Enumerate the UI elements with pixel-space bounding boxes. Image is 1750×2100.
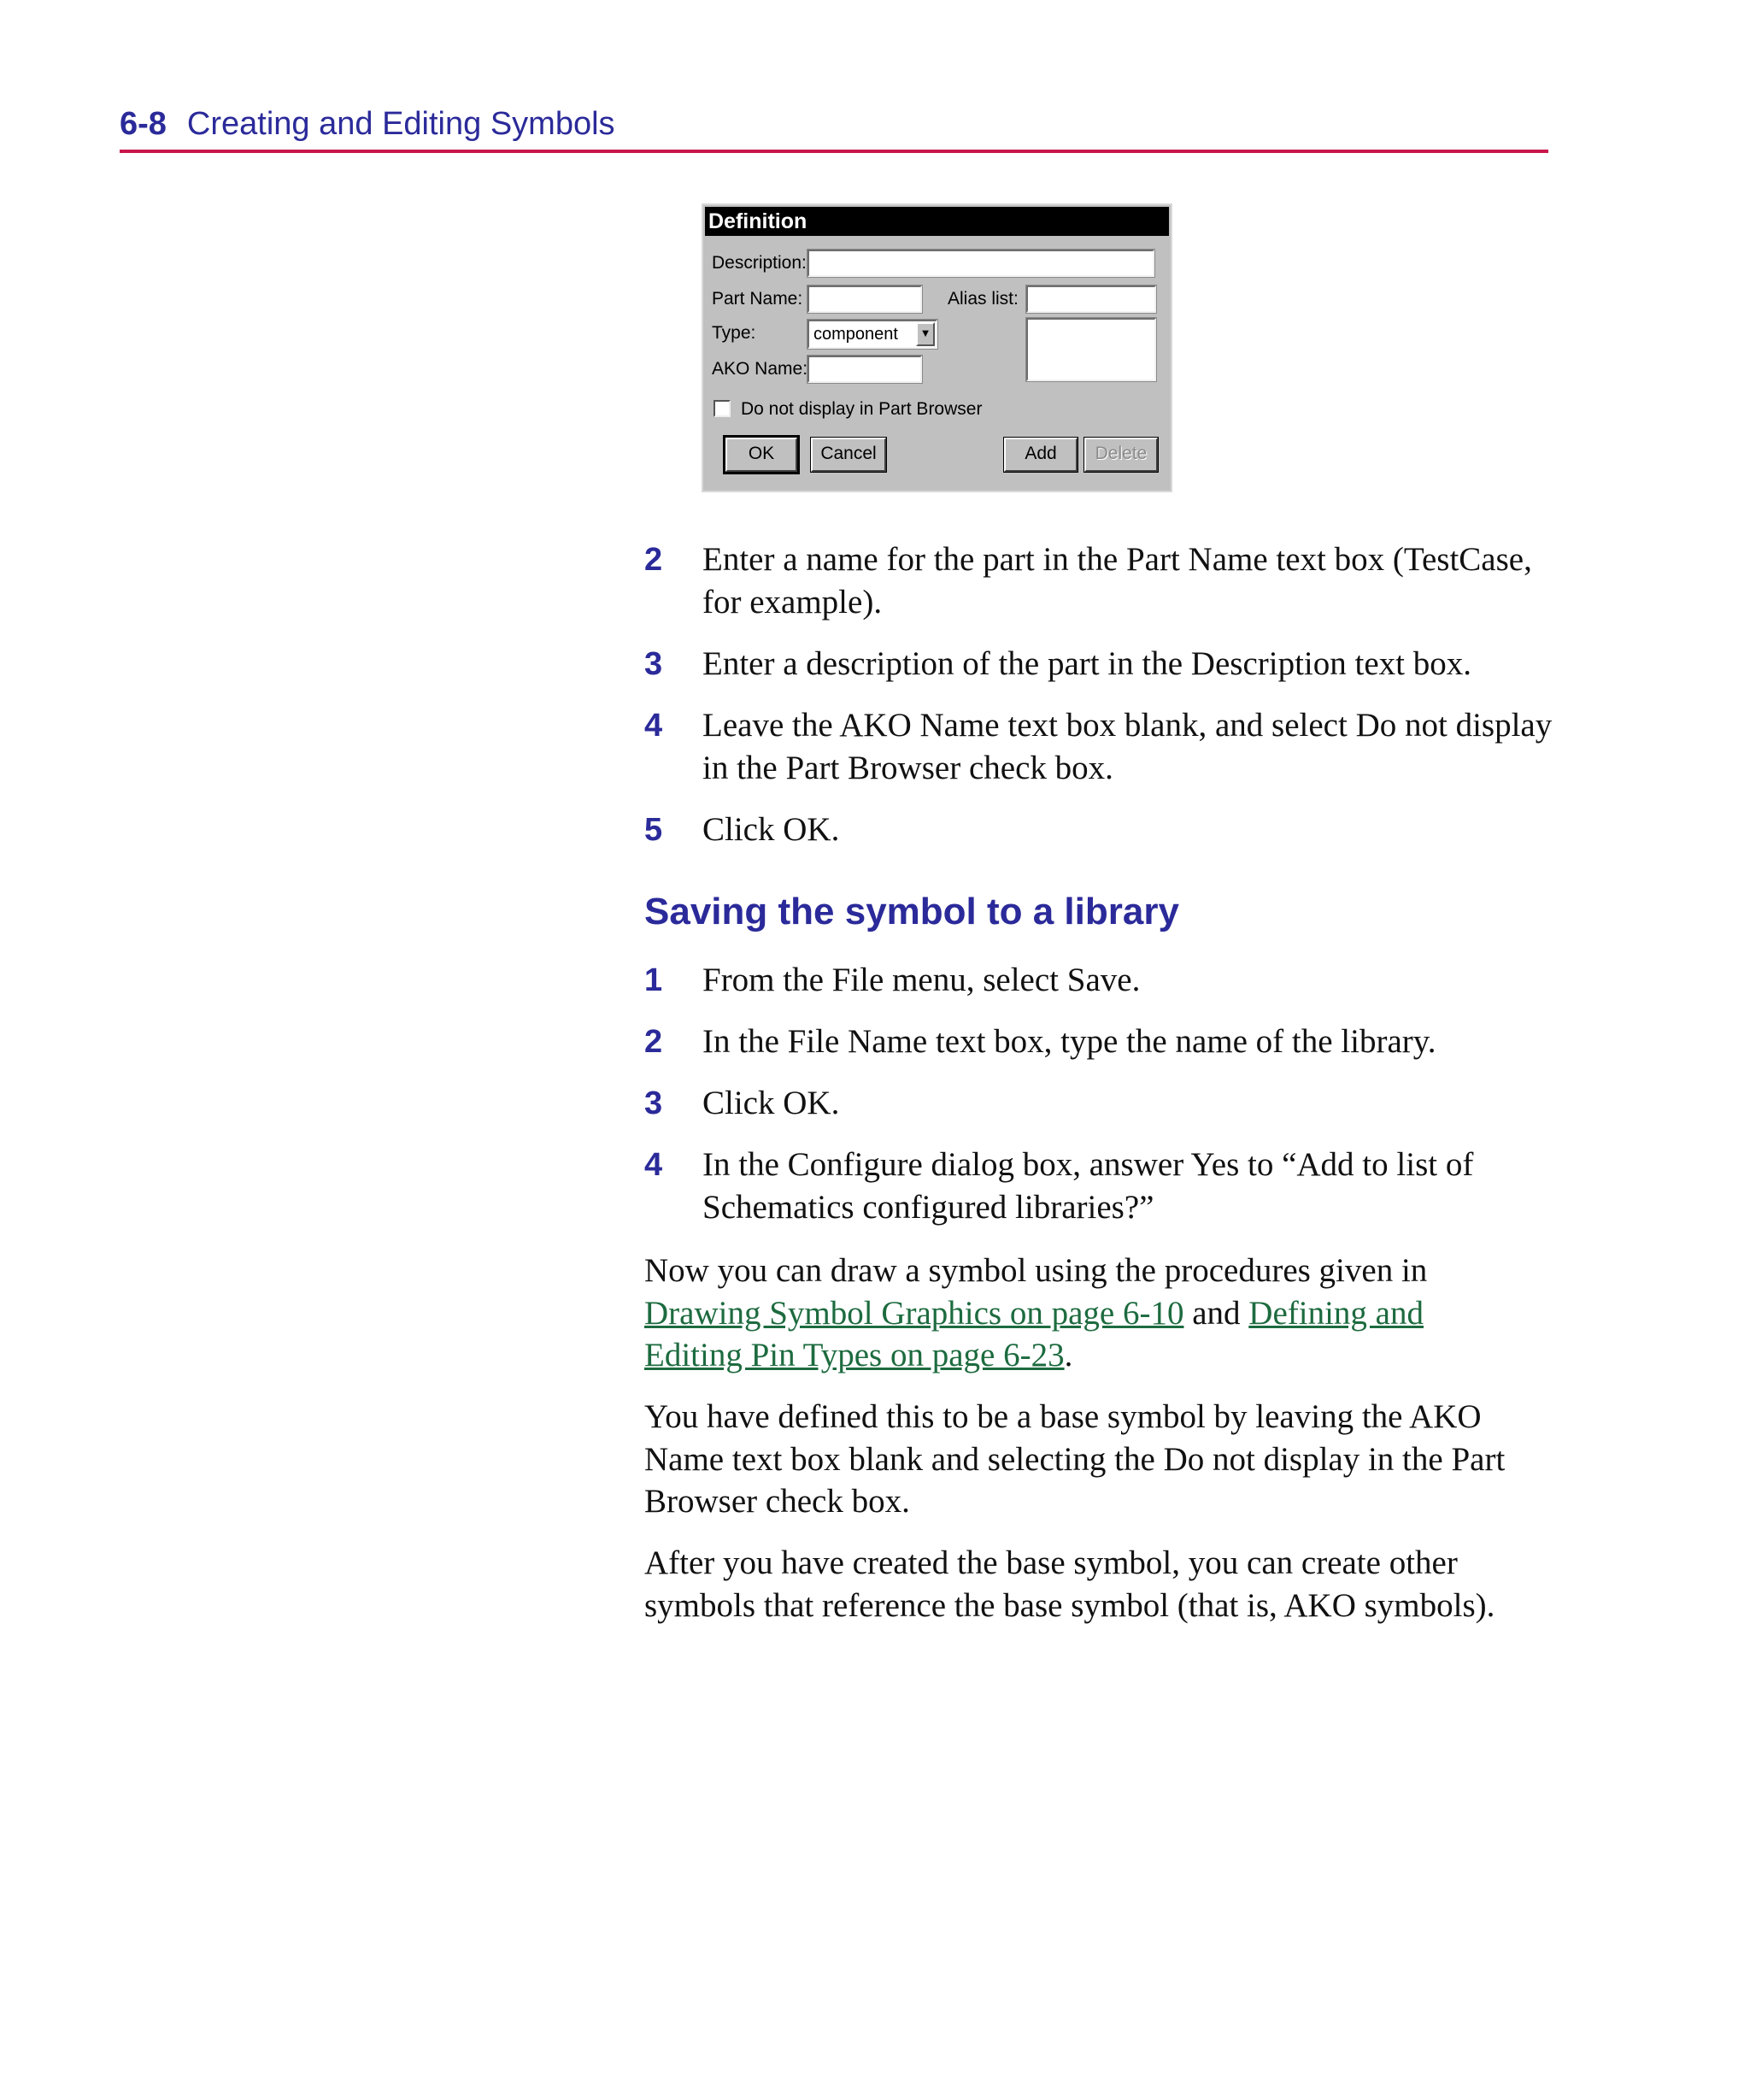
cancel-button[interactable]: Cancel	[811, 438, 886, 472]
part-name-label: Part Name:	[712, 289, 803, 309]
type-select[interactable]	[807, 320, 937, 349]
paragraph-text: Now you can draw a symbol using the procedures given in	[644, 1252, 1428, 1289]
step-number: 3	[644, 1085, 663, 1121]
description-label: Description:	[712, 253, 807, 273]
step-text: Leave the AKO Name text box blank, and select Do not display in the Part Browser check box.	[702, 707, 1553, 786]
part-name-field[interactable]	[807, 285, 922, 313]
step-number: 1	[644, 962, 663, 998]
step-number: 4	[644, 1147, 663, 1183]
step-number: 5	[644, 812, 663, 848]
link-drawing-symbol-graphics[interactable]: Drawing Symbol Graphics on page 6-10	[644, 1294, 1184, 1332]
add-button[interactable]: Add	[1004, 438, 1078, 472]
paragraph-base-symbol: You have defined this to be a base symbol by leaving the AKO Name text box blank and selecting the Do not display in the Part Browser check box.	[644, 1398, 1506, 1520]
link-defining-pin-types[interactable]: Defining and	[1248, 1294, 1424, 1332]
section-heading: Saving the symbol to a library	[644, 891, 1179, 932]
step-text: Enter a name for the part in the Part Name text box (TestCase, for example).	[702, 541, 1532, 621]
step-text: Click OK.	[702, 811, 840, 848]
chevron-down-icon[interactable]: ▼	[916, 322, 935, 346]
paragraph-text: .	[1064, 1337, 1073, 1374]
link-defining-pin-types-cont[interactable]: Editing Pin Types on page 6-23	[644, 1337, 1065, 1374]
step-number: 2	[644, 542, 663, 578]
ako-name-label: AKO Name:	[712, 359, 808, 379]
header-rule	[120, 150, 1548, 153]
step-text: In the Configure dialog box, answer Yes to “Add to list of Schematics configured libraries?”	[702, 1146, 1474, 1226]
page-header	[120, 106, 1548, 143]
paragraph-text: and	[1192, 1294, 1241, 1332]
step-text: Enter a description of the part in the Description text box.	[702, 645, 1471, 682]
page-number: 6-8	[120, 106, 167, 142]
paragraph-ako-symbols: After you have created the base symbol, you can create other symbols that reference the base symbol (that is, AKO symbols).	[644, 1544, 1495, 1624]
step-number: 4	[644, 708, 663, 744]
step-text: In the File Name text box, type the name of the library.	[702, 1023, 1436, 1060]
type-label: Type:	[712, 323, 756, 343]
step-text: From the File menu, select Save.	[702, 962, 1141, 998]
step-number: 2	[644, 1024, 663, 1060]
do-not-display-checkbox[interactable]	[714, 400, 731, 417]
dialog-title: Definition	[705, 207, 1169, 236]
chapter-title: Creating and Editing Symbols	[186, 106, 615, 142]
definition-dialog	[702, 203, 1172, 492]
alias-list-label: Alias list:	[948, 289, 1019, 309]
ok-button[interactable]: OK	[725, 438, 797, 472]
paragraph-draw-symbol	[644, 1250, 1559, 1377]
ako-name-field[interactable]	[807, 356, 922, 383]
description-field[interactable]	[807, 250, 1154, 277]
alias-field[interactable]	[1026, 285, 1156, 313]
step-text: Click OK.	[702, 1085, 840, 1121]
do-not-display-label: Do not display in Part Browser	[741, 399, 983, 419]
step-number: 3	[644, 646, 663, 682]
delete-button[interactable]: Delete	[1084, 438, 1158, 472]
type-select-value: component	[813, 325, 898, 344]
alias-list-box[interactable]	[1026, 318, 1156, 381]
